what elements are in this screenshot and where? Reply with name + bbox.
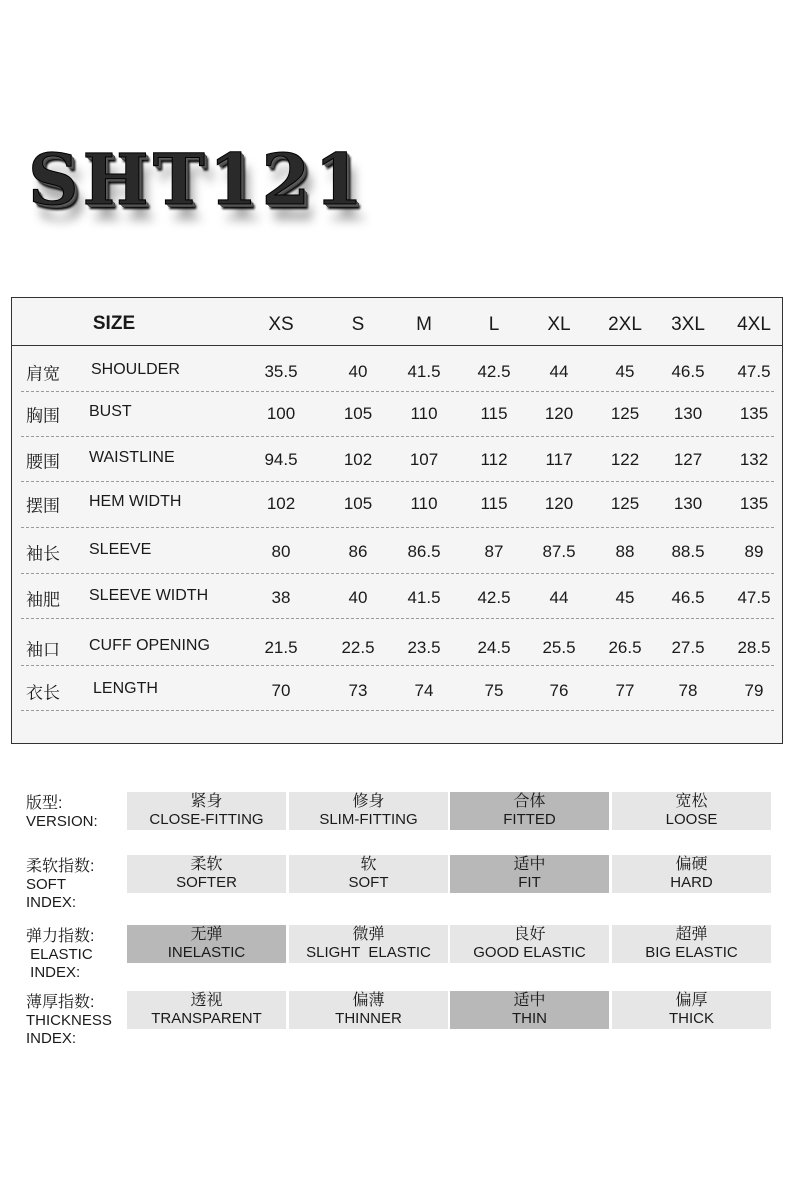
- measurement-value: 44: [549, 588, 569, 607]
- measurement-value: 40: [348, 362, 368, 381]
- size-column-header: 4XL: [737, 314, 771, 335]
- measurement-label-en: BUST: [89, 403, 132, 420]
- attribute-option-en: SOFT: [348, 874, 389, 891]
- product-code-title: SHT121: [28, 138, 367, 221]
- size-column-header: XS: [268, 314, 294, 335]
- row-divider: [21, 481, 774, 482]
- attribute-option-en: THICK: [669, 1010, 714, 1027]
- measurement-value: 125: [610, 494, 640, 513]
- measurement-value: 28.5: [737, 638, 771, 657]
- attribute-label: [26, 928, 94, 982]
- attribute-option-cn: 偏硬: [675, 856, 708, 873]
- measurement-value: 88.5: [671, 542, 705, 561]
- attribute-option-en: THINNER: [335, 1010, 402, 1027]
- measurement-label-cn: 胸围: [26, 406, 60, 426]
- attribute-option-en: LOOSE: [665, 811, 718, 828]
- size-column-header: 3XL: [671, 314, 705, 335]
- attribute-option-selected: [450, 991, 609, 1029]
- measurement-label-en: HEM WIDTH: [89, 493, 182, 510]
- measurement-value: 115: [480, 404, 508, 423]
- attribute-option-cn: 软: [360, 856, 377, 873]
- measurement-value: 41.5: [407, 362, 441, 381]
- measurement-label-en: SHOULDER: [91, 361, 180, 378]
- size-column-header: XL: [547, 314, 571, 335]
- attribute-label-line: 弹力指数:: [26, 928, 95, 945]
- row-divider: [21, 573, 774, 574]
- measurement-value: 45: [615, 362, 635, 381]
- row-divider: [21, 391, 774, 392]
- row-divider: [21, 710, 774, 711]
- size-column-header: M: [416, 314, 432, 335]
- measurement-value: 41.5: [407, 588, 441, 607]
- attribute-option: [289, 855, 448, 893]
- measurement-label-en: SLEEVE WIDTH: [89, 587, 209, 604]
- measurement-value: 44: [549, 362, 569, 381]
- measurement-value: 77: [615, 681, 635, 700]
- attribute-option-en: THIN: [512, 1010, 547, 1027]
- attribute-option-en: SLIGHT ELASTIC: [306, 944, 431, 961]
- measurement-value: 70: [271, 681, 291, 700]
- attribute-option-cn: 柔软: [190, 856, 223, 873]
- attribute-option-en: SLIM-FITTING: [319, 811, 418, 828]
- attribute-option-en: BIG ELASTIC: [645, 944, 738, 961]
- attribute-option-cn: 良好: [513, 926, 546, 943]
- measurement-value: 88: [615, 542, 635, 561]
- measurement-label-cn: 衣长: [26, 683, 60, 703]
- measurement-value: 26.5: [608, 638, 642, 657]
- attribute-option-en: SOFTER: [176, 874, 237, 891]
- measurement-value: 110: [410, 404, 438, 423]
- row-divider: [21, 665, 774, 666]
- attribute-option-en: TRANSPARENT: [151, 1010, 262, 1027]
- measurement-value: 40: [348, 588, 368, 607]
- measurement-value: 120: [544, 404, 574, 423]
- attribute-label-line: THICKNESS: [26, 1012, 112, 1029]
- measurement-value: 23.5: [407, 638, 441, 657]
- attribute-option-cn: 偏厚: [675, 992, 708, 1009]
- attribute-option: [612, 925, 771, 963]
- measurement-label-en: CUFF OPENING: [89, 637, 210, 654]
- attribute-option-selected: [127, 925, 286, 963]
- measurement-value: 25.5: [542, 638, 576, 657]
- size-chart-table: [11, 297, 783, 744]
- measurement-value: 102: [343, 450, 373, 469]
- attribute-option-cn: 修身: [352, 793, 385, 810]
- measurement-value: 47.5: [737, 362, 771, 381]
- attribute-option-cn: 偏薄: [352, 992, 385, 1009]
- measurement-value: 127: [673, 450, 703, 469]
- attribute-option-cn: 紧身: [190, 793, 223, 810]
- measurement-label-cn: 腰围: [26, 452, 60, 472]
- measurement-value: 46.5: [671, 588, 705, 607]
- attribute-label-line: ELASTIC: [26, 946, 93, 963]
- measurement-value: 24.5: [477, 638, 511, 657]
- measurement-value: 117: [545, 450, 573, 469]
- measurement-value: 102: [266, 494, 296, 513]
- measurement-label-cn: 袖口: [26, 640, 60, 660]
- measurement-label-cn: 袖长: [26, 544, 60, 564]
- attribute-option-selected: [450, 855, 609, 893]
- measurement-value: 94.5: [264, 450, 298, 469]
- measurement-value: 35.5: [264, 362, 298, 381]
- measurement-value: 42.5: [477, 588, 511, 607]
- measurement-value: 46.5: [671, 362, 705, 381]
- measurement-label-cn: 摆围: [26, 496, 60, 516]
- row-divider: [21, 436, 774, 437]
- attribute-option-cn: 微弹: [352, 926, 385, 943]
- attribute-option: [612, 991, 771, 1029]
- measurement-value: 21.5: [264, 638, 298, 657]
- measurement-value: 78: [678, 681, 698, 700]
- attribute-option: [127, 991, 286, 1029]
- attribute-option: [450, 925, 609, 963]
- attribute-option-en: GOOD ELASTIC: [473, 944, 586, 961]
- measurement-value: 105: [343, 404, 373, 423]
- measurement-value: 79: [744, 681, 764, 700]
- attribute-option-en: HARD: [670, 874, 713, 891]
- measurement-label-en: SLEEVE: [89, 541, 152, 558]
- measurement-value: 87.5: [542, 542, 576, 561]
- measurement-value: 112: [480, 450, 508, 469]
- measurement-value: 45: [615, 588, 635, 607]
- attribute-label-line: INDEX:: [26, 964, 81, 981]
- size-column-header: 2XL: [608, 314, 642, 335]
- measurement-value: 75: [484, 681, 504, 700]
- attribute-option: [127, 855, 286, 893]
- attribute-label-line: 版型:: [26, 795, 63, 812]
- attribute-option-en: FITTED: [503, 811, 556, 828]
- measurement-value: 132: [739, 450, 769, 469]
- measurement-value: 89: [744, 542, 764, 561]
- attribute-option-cn: 合体: [513, 793, 546, 810]
- measurement-value: 27.5: [671, 638, 705, 657]
- attribute-option-en: CLOSE-FITTING: [149, 811, 264, 828]
- attribute-option-cn: 宽松: [675, 793, 708, 810]
- attribute-option-cn: 适中: [513, 992, 546, 1009]
- measurement-value: 110: [410, 494, 438, 513]
- attribute-option-selected: [450, 792, 609, 830]
- measurement-value: 135: [739, 404, 769, 423]
- attribute-option: [289, 792, 448, 830]
- attribute-option-cn: 透视: [190, 992, 223, 1009]
- measurement-value: 74: [414, 681, 434, 700]
- attribute-option-cn: 超弹: [675, 926, 708, 943]
- attribute-label-line: INDEX:: [26, 1030, 77, 1047]
- attribute-label-line: INDEX:: [26, 894, 77, 911]
- measurement-value: 135: [739, 494, 769, 513]
- measurement-value: 120: [544, 494, 574, 513]
- measurement-value: 105: [343, 494, 373, 513]
- measurement-value: 86.5: [407, 542, 441, 561]
- measurement-label-en: WAISTLINE: [89, 449, 175, 466]
- measurement-value: 73: [348, 681, 368, 700]
- row-divider: [21, 527, 774, 528]
- attribute-option: [289, 925, 448, 963]
- size-column-header: L: [488, 314, 500, 335]
- measurement-value: 87: [484, 542, 504, 561]
- size-header-label: SIZE: [92, 313, 136, 334]
- attribute-label-line: SOFT: [26, 876, 66, 893]
- attribute-option-cn: 适中: [513, 856, 546, 873]
- attribute-label-line: 薄厚指数:: [26, 994, 95, 1011]
- measurement-value: 115: [480, 494, 508, 513]
- attribute-label: [26, 994, 112, 1048]
- measurement-label-cn: 肩宽: [26, 364, 60, 384]
- measurement-value: 22.5: [341, 638, 375, 657]
- measurement-value: 125: [610, 404, 640, 423]
- measurement-value: 100: [266, 404, 296, 423]
- attribute-label-line: VERSION:: [26, 813, 98, 830]
- attribute-option-en: FIT: [518, 874, 541, 891]
- row-divider: [21, 618, 774, 619]
- attribute-option: [612, 855, 771, 893]
- measurement-value: 86: [348, 542, 368, 561]
- attribute-option: [289, 991, 448, 1029]
- measurement-value: 47.5: [737, 588, 771, 607]
- size-column-header: S: [351, 314, 365, 335]
- size-chart-header-row: [12, 298, 782, 346]
- measurement-value: 130: [673, 404, 703, 423]
- attribute-option: [127, 792, 286, 830]
- measurement-value: 130: [673, 494, 703, 513]
- attribute-label: [26, 858, 94, 912]
- attribute-option-en: INELASTIC: [167, 944, 246, 961]
- attribute-option-cn: 无弹: [190, 926, 223, 943]
- measurement-value: 38: [271, 588, 291, 607]
- measurement-value: 80: [271, 542, 291, 561]
- measurement-value: 107: [409, 450, 439, 469]
- attribute-option: [612, 792, 771, 830]
- measurement-value: 42.5: [477, 362, 511, 381]
- attribute-label: [26, 795, 98, 831]
- measurement-value: 122: [610, 450, 640, 469]
- measurement-label-cn: 袖肥: [26, 590, 60, 610]
- measurement-label-en: LENGTH: [93, 680, 158, 697]
- attribute-label-line: 柔软指数:: [26, 858, 95, 875]
- measurement-value: 76: [549, 681, 569, 700]
